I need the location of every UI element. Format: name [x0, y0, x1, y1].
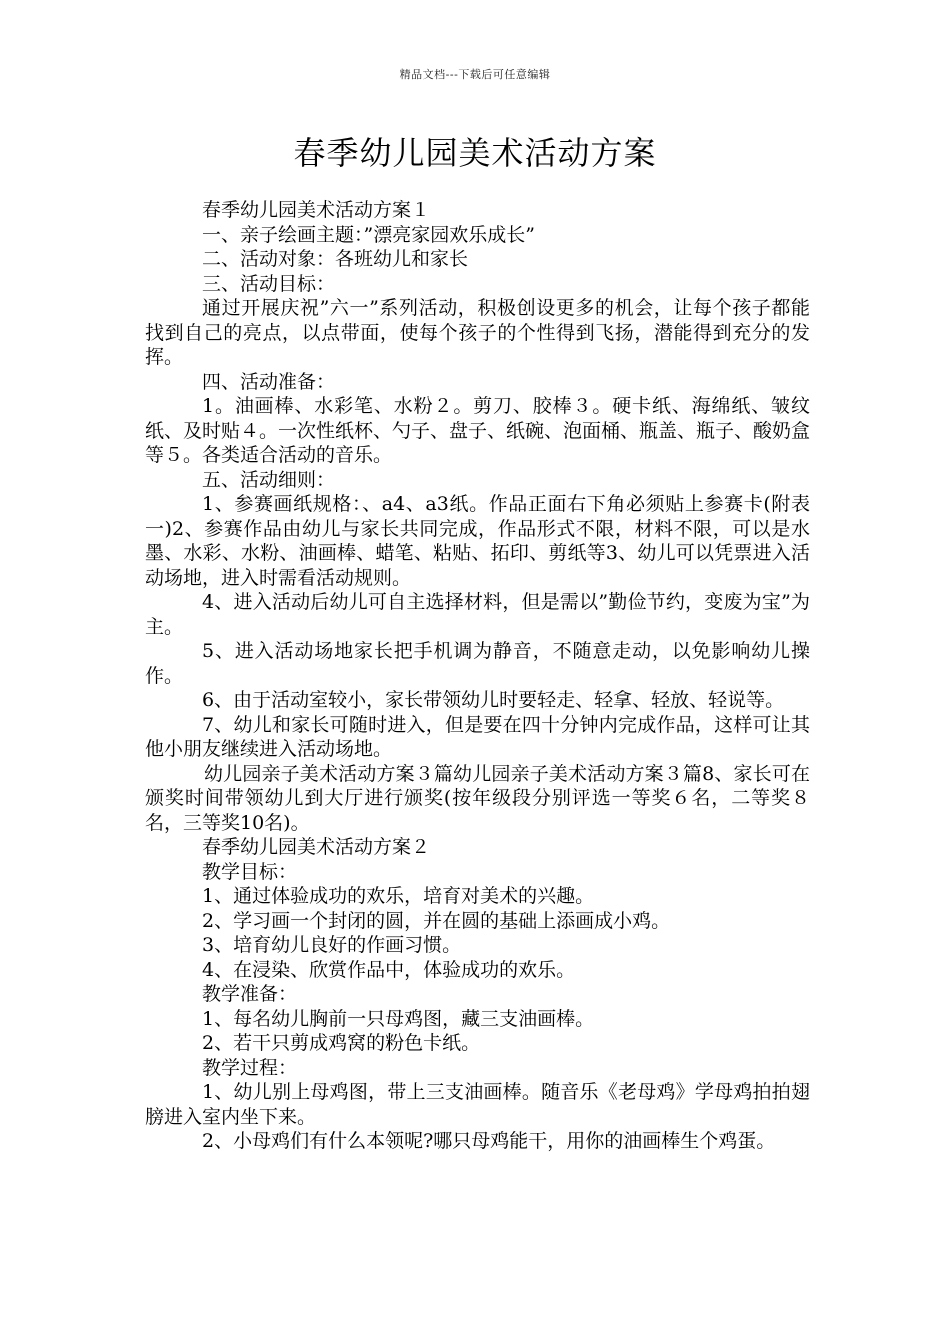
- paragraph: 教学准备：: [202, 983, 298, 1005]
- paragraph: 2、若干只剪成鸡窝的粉色卡纸。: [202, 1032, 481, 1054]
- paragraph: 1。油画棒、水彩笔、水粉２。剪刀、胶棒３。硬卡纸、海绵纸、皱纹纸、及时贴４。一次性纸杯、勺子、盘子、纸碗、泡面桶、瓶盖、瓶子、酸奶盒等５。各类适合活动的音乐。: [145, 395, 811, 466]
- paragraph: 2、学习画一个封闭的圆，并在圆的基础上添画成小鸡。: [202, 909, 671, 932]
- paragraph: 二、活动对象：各班幼儿和家长: [202, 248, 469, 270]
- paragraph: 6、由于活动室较小，家长带领幼儿时要轻走、轻拿、轻放、轻说等。: [202, 689, 785, 711]
- document-header-note: 精品文档---下载后可任意编辑: [399, 68, 551, 81]
- document-body: [145, 198, 810, 1154]
- paragraph: 1、每名幼儿胸前一只母鸡图，藏三支油画棒。: [202, 1007, 595, 1030]
- paragraph: 三、活动目标：: [202, 272, 336, 295]
- section-heading: 春季幼儿园美术活动方案１: [202, 199, 431, 221]
- paragraph: 5、进入活动场地家长把手机调为静音，不随意走动，以免影响幼儿操作。: [145, 640, 810, 687]
- paragraph: 1、幼儿别上母鸡图，带上三支油画棒。随音乐《老母鸡》学母鸡拍拍翅膀进入室内坐下来。: [145, 1081, 810, 1128]
- paragraph: 通过开展庆祝”六一”系列活动，积极创设更多的机会，让每个孩子都能找到自己的亮点，以点带面，使每个孩子的个性得到飞扬，潜能得到充分的发挥。: [145, 297, 810, 368]
- paragraph: 五、活动细则：: [202, 468, 336, 491]
- paragraph: 4、在浸染、欣赏作品中，体验成功的欢乐。: [202, 958, 576, 981]
- paragraph: 一、亲子绘画主题：”漂亮家园欢乐成长”: [202, 223, 535, 246]
- paragraph: 3、培育幼儿良好的作画习惯。: [202, 934, 462, 956]
- paragraph: 四、活动准备：: [202, 370, 336, 393]
- paragraph: 7、幼儿和家长可随时进入，但是要在四十分钟内完成作品，这样可让其他小朋友继续进入活动场地。: [145, 713, 810, 760]
- paragraph: 教学目标：: [202, 860, 298, 883]
- document-title: 春季幼儿园美术活动方案: [293, 134, 657, 172]
- paragraph: 1、通过体验成功的欢乐，培育对美术的兴趣。: [202, 885, 595, 907]
- paragraph: 教学过程：: [202, 1056, 298, 1079]
- paragraph: 2、小母鸡们有什么本领呢?哪只母鸡能干，用你的油画棒生个鸡蛋。: [202, 1130, 776, 1152]
- paragraph: 1、参赛画纸规格：、a4、a3纸。作品正面右下角必须贴上参赛卡(附表一)2、参赛作品由幼儿与家长共同完成，作品形式不限，材料不限，可以是水墨、水彩、水粉、油画棒、蜡笔、粘贴、拓印、剪纸等3、幼儿可以凭票进入活动场地，进入时需看活动规则。: [145, 493, 810, 589]
- paragraph: 幼儿园亲子美术活动方案３篇幼儿园亲子美术活动方案３篇8、家长可在颁奖时间带领幼儿到大厅进行颁奖(按年级段分别评选一等奖６名，二等奖８名，三等奖10名)。: [145, 762, 810, 834]
- paragraph: 4、进入活动后幼儿可自主选择材料，但是需以”勤俭节约，变废为宝”为主。: [145, 591, 810, 638]
- section-heading: 春季幼儿园美术活动方案２: [202, 836, 431, 858]
